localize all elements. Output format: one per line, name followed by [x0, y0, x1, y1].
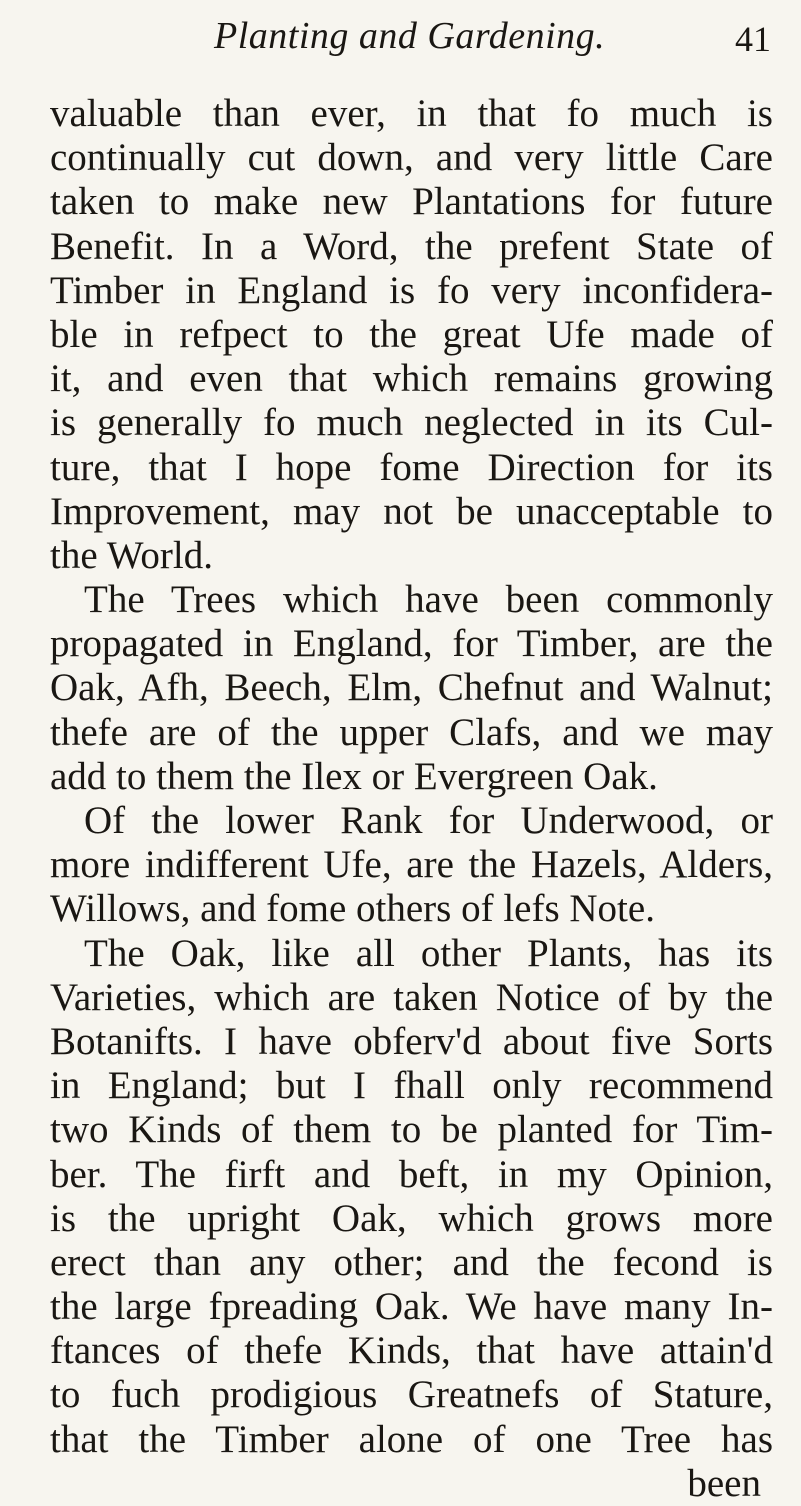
text-line: is the upright Oak, which grows more: [50, 1196, 773, 1240]
text-line: ber. The firft and beft, in my Opinion,: [50, 1152, 773, 1196]
text-line: ture, that I hope fome Direction for its: [50, 445, 773, 489]
text-line: to fuch prodigious Greatnefs of Stature,: [50, 1373, 773, 1417]
text-line: the World.: [50, 533, 213, 577]
running-head: [50, 0, 773, 92]
text-line: more indifferent Ufe, are the Hazels, Alders,: [50, 843, 773, 887]
text-line: erect than any other; and the fecond is: [50, 1240, 773, 1284]
page-number: 41: [735, 19, 771, 59]
text-line: Oak, Afh, Beech, Elm, Chefnut and Walnut;: [50, 666, 773, 710]
text-line: thefe are of the upper Clafs, and we may: [50, 710, 773, 754]
running-title: Planting and Gardening.: [214, 15, 606, 57]
text-line: Varieties, which are taken Notice of by the: [50, 975, 773, 1019]
paragraph-start-line: Of the lower Rank for Underwood, or: [84, 799, 773, 842]
text-line: Botanifts. I have obferv'd about five Sorts: [50, 1019, 773, 1063]
text-line: that the Timber alone of one Tree has: [50, 1417, 773, 1461]
text-line: in England; but I fhall only recommend: [50, 1064, 773, 1108]
text-line: ftances of thefe Kinds, that have attain'd: [50, 1329, 773, 1373]
text-line: continually cut down, and very little Care: [50, 136, 773, 180]
text-line: Timber in England is fo very inconfidera-: [50, 268, 773, 312]
catchword: been: [687, 1461, 761, 1505]
text-line: valuable than ever, in that fo much is: [50, 92, 773, 135]
text-line: taken to make new Plantations for future: [50, 180, 773, 224]
text-line: is generally fo much neglected in its Cul-: [50, 401, 773, 445]
text-line: add to them the Ilex or Evergreen Oak.: [50, 754, 658, 798]
paragraph-start-line: The Oak, like all other Plants, has its: [84, 931, 773, 975]
text-line: ble in refpect to the great Ufe made of: [50, 312, 773, 356]
text-line: Improvement, may not be unacceptable to: [50, 489, 773, 533]
text-line: the large fpreading Oak. We have many In-: [50, 1285, 773, 1329]
text-line: Willows, and fome others of lefs Note.: [50, 887, 655, 931]
paragraph-start-line: The Trees which have been commonly: [84, 578, 773, 622]
text-line: it, and even that which remains growing: [50, 357, 773, 401]
body-text: [50, 92, 773, 1506]
text-line: Benefit. In a Word, the prefent State of: [50, 224, 773, 268]
text-line: propagated in England, for Timber, are the: [50, 622, 773, 666]
text-line: two Kinds of them to be planted for Tim-: [50, 1108, 773, 1152]
